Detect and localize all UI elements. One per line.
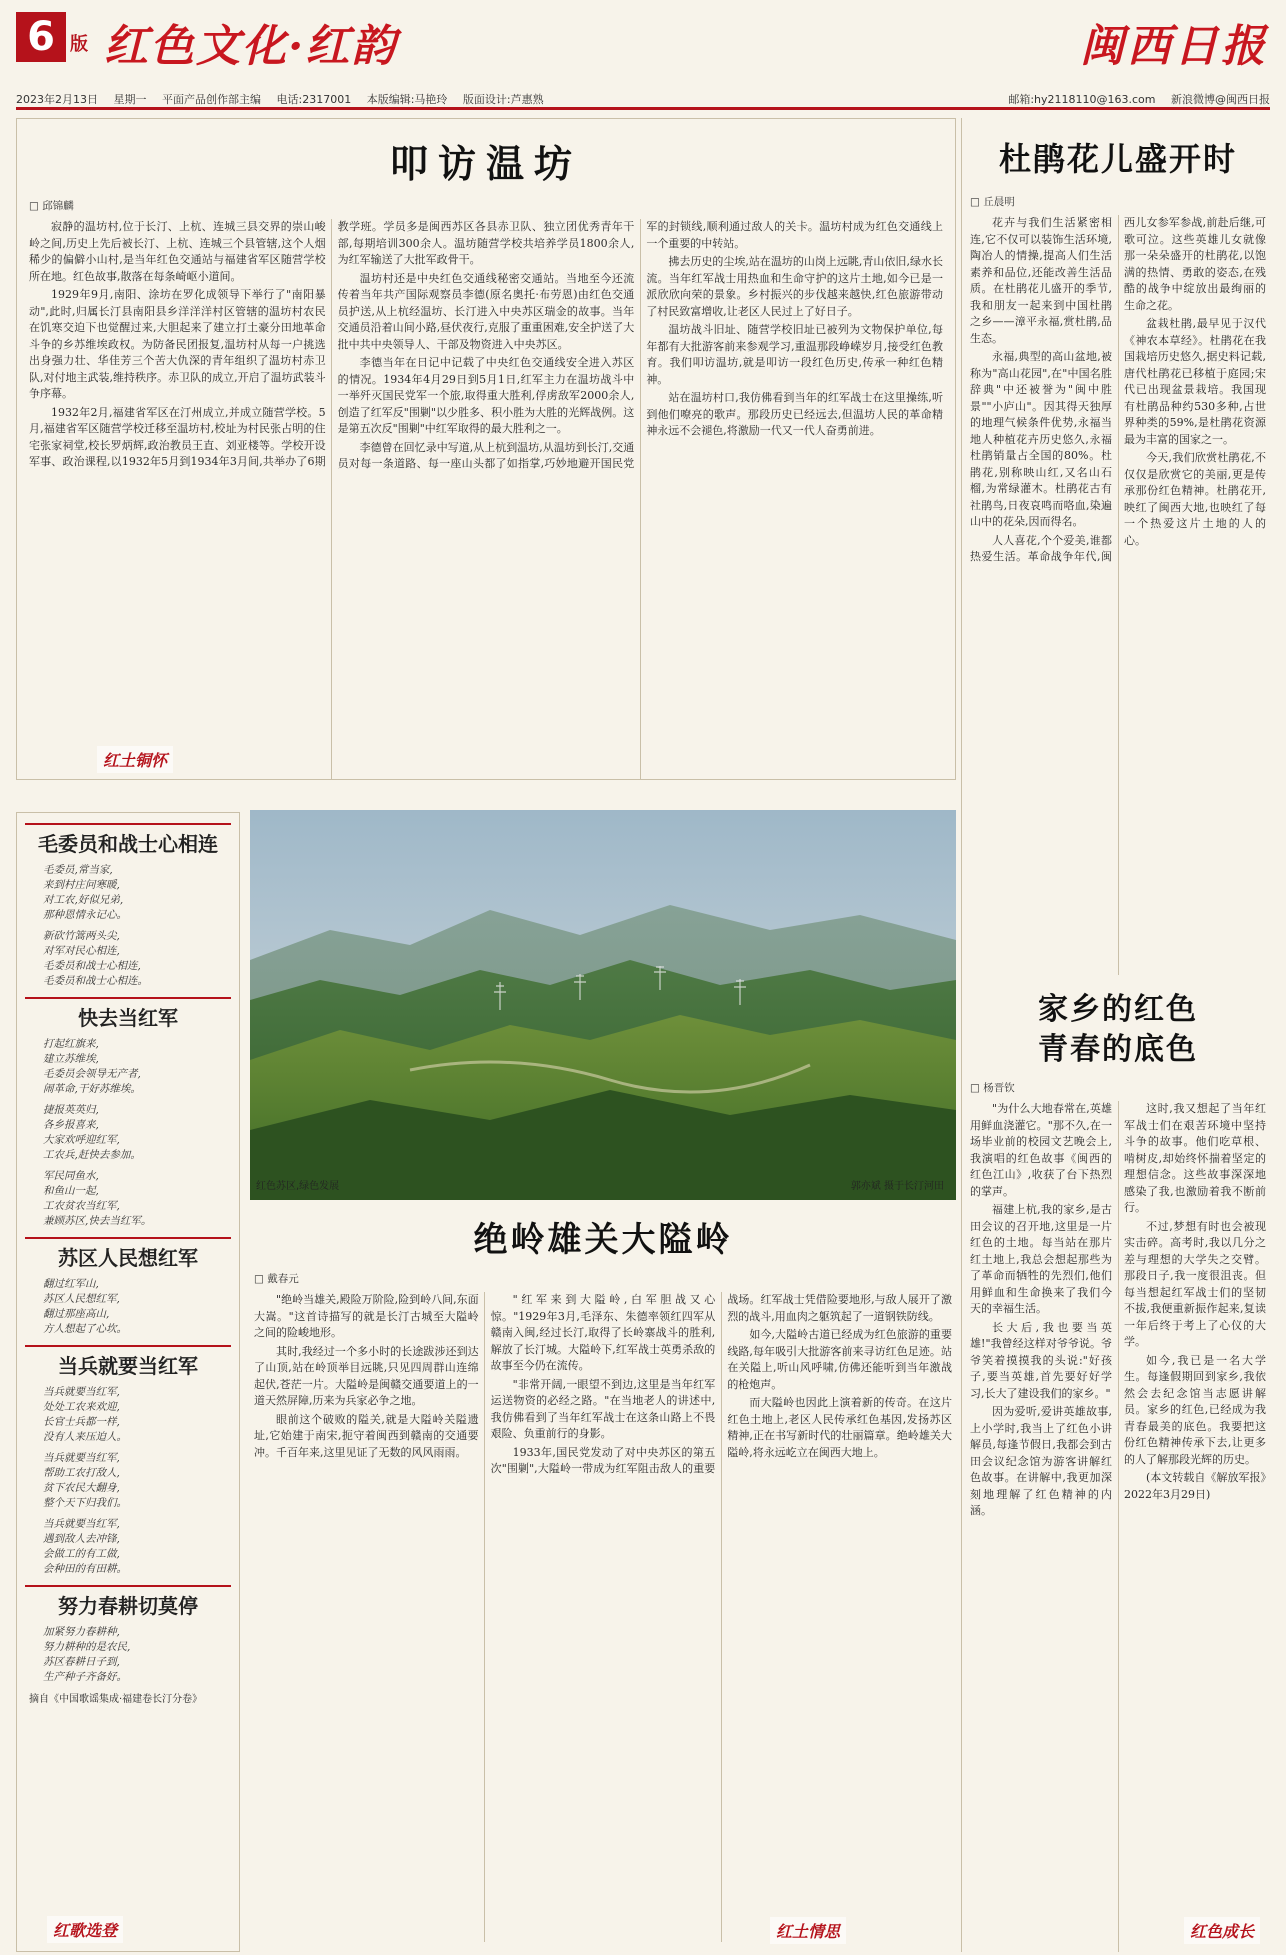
poem-stanza <box>25 1385 231 1445</box>
paragraph: 盆栽杜鹃,最早见于汉代《神农本草经》。杜鹃花在我国栽培历史悠久,据史料记载,唐代杜鹃花已移植于庭园;宋代已出现盆景栽培。我国现有杜鹃品种约530多种,占世界种类的59%,是杜鹃花资源最为丰富的国家之一。 <box>1124 317 1266 446</box>
weibo-link[interactable]: 新浪微博@闽西日报 <box>1171 93 1270 106</box>
paragraph: 李德曾在回忆录中写道,从上杭到温坊,从温坊到长汀,交通员对每一条道路、每一座山头都了如指掌,巧妙地避开国民党军的封锁线,顺利通过敌人的关卡。温坊村成为红色交通线上一个重要的中转站。 <box>337 220 943 470</box>
headline-line: 家乡的红色 <box>1038 992 1198 1027</box>
poem-stanza <box>25 1103 231 1163</box>
article-dujuan-body <box>970 215 1266 975</box>
poem-line: 长官士兵都一样, <box>43 1416 120 1428</box>
poem-line: 那种恩情永记心。 <box>43 909 127 921</box>
poem-line: 毛委员和战士心相连, <box>43 960 141 972</box>
column-tag-hongtu-minghuai: 红土铜怀 <box>97 746 173 773</box>
paragraph: 今天,我们欣赏杜鹃花,不仅仅是欣赏它的美丽,更是传承那份红色精神。杜鹃花开,映红了闽西大地,也映红了每一个热爱这片土地的人的心。 <box>1124 451 1266 547</box>
paragraph: 寂静的温坊村,位于长汀、上杭、连城三县交界的崇山峻岭之间,历史上先后被长汀、上杭、连城三个县管辖,这个人烟稀少的偏僻小山村,是当年红色交通站与福建省军区随营学校所在地。红色故事,散落在每条崎岖小道间。 <box>29 220 326 283</box>
photo-caption: 红色苏区,绿色发展 <box>256 1181 340 1192</box>
poem-stanza <box>25 1625 231 1685</box>
column-tag-hongse-chengzhang: 红色成长 <box>1184 1917 1260 1944</box>
info-bar <box>16 88 1270 110</box>
poem-line: 贫下农民大翻身, <box>43 1482 120 1494</box>
article-koufang-headline: 叩访温坊 <box>389 141 582 186</box>
article-koufang <box>16 118 956 780</box>
landscape-photo <box>250 810 956 1200</box>
paragraph: 1929年9月,南阳、涂坊在罗化成领导下举行了"南阳暴动",此时,归属长汀县南阳县乡洋洋洋村区管辖的温坊村农民在饥寒交迫下也觉醒过来,大胆起来了建立打土豪分田地革命斗争的乡苏维埃政权。为防备民团报复,温坊村从每一户挑选出身强力壮、华佳芳三个苦大仇深的青年组织了温坊村赤卫队,对付地主武装,维持秩序。赤卫队的成立,开启了温坊武装斗争序幕。 <box>29 288 326 400</box>
article-dujuan-headline: 杜鹃花儿盛开时 <box>998 140 1237 178</box>
article-dujuan <box>966 118 1270 978</box>
poem-stanza <box>25 863 231 923</box>
designer-label: 版面设计:芦惠熟 <box>462 93 544 106</box>
paragraph: 温坊村还是中央红色交通线秘密交通站。当地至今还流传着当年共产国际观察员李德(原名奥托·布劳恩)由红色交通员护送,从上杭经温坊、长汀进入中央苏区瑞金的故事。当年交通员沿着山间小路,昼伏夜行,克服了重重困难,安全护送了大批中共中央领导人、干部及物资进入中央苏区。 <box>337 271 635 351</box>
article-jiaxiang-body <box>970 1101 1266 1952</box>
mountain-landscape-image <box>250 810 956 1200</box>
poem-line: 当兵就要当红军, <box>43 1386 120 1398</box>
column-tag-hongtu-qingsi: 红土情思 <box>770 1917 846 1944</box>
poem-stanza <box>25 1169 231 1229</box>
poem-line: 对工农,好似兄弟, <box>43 894 124 906</box>
article-jueling-body <box>254 1292 952 1942</box>
poem-line: 和鱼山一起, <box>43 1185 99 1197</box>
paragraph: 人人喜花,个个爱美,谁都热爱生活。革命战争年代,闽西儿女参军参战,前赴后继,可歌可泣。这些英雄儿女就像那一朵朵盛开的杜鹃花,以饱满的热情、勇敢的姿态,在残酷的战争中绽放出最绚丽的生命之花。 <box>970 216 1266 563</box>
poem-line: 努力耕种的是农民, <box>43 1641 131 1653</box>
page-ban-label: 版 <box>70 34 88 55</box>
paragraph: (本文转载自《解放军报》2022年3月29日) <box>1124 1471 1266 1501</box>
poem-line: 各乡报喜来, <box>43 1119 99 1131</box>
poem-title: 毛委员和战士心相连 <box>25 823 231 857</box>
column-tag-hongge-xuandeng: 红歌选登 <box>47 1916 123 1943</box>
poem-stanza <box>25 1451 231 1511</box>
poem-line: 帮助工农打敌人, <box>43 1467 120 1479</box>
poem-line: 建立苏维埃, <box>43 1053 99 1065</box>
poem-stanza <box>25 1277 231 1337</box>
poem-line: 当兵就要当红军, <box>43 1452 120 1464</box>
paragraph: 如今,我已是一名大学生。每逢假期回到家乡,我依然会去纪念馆当志愿讲解员。家乡的红色,已经成为我青春最美的底色。我要把这份红色精神传承下去,让更多的人了解那段光辉的历史。 <box>1124 1353 1266 1466</box>
article-jiaxiang <box>966 990 1270 1952</box>
poem-line: 军民同鱼水, <box>43 1170 99 1182</box>
poem <box>25 1585 231 1685</box>
department-label: 平面产品创作部主编 <box>162 93 261 106</box>
info-bar-right <box>996 91 1270 107</box>
poem <box>25 1237 231 1337</box>
poem-line: 遇到敌人去冲锋, <box>43 1533 120 1545</box>
article-jiaxiang-byline: □ 杨晋钦 <box>970 1080 1266 1095</box>
info-bar-left <box>16 91 556 107</box>
paragraph: 而大隘岭也因此上演着新的传奇。在这片红色土地上,老区人民传承红色基因,发扬苏区精神,正在书写新时代的壮丽篇章。绝岭雄关大隘岭,将永远屹立在闽西大地上。 <box>727 1396 952 1459</box>
poem-line: 翻过红军山, <box>43 1278 99 1290</box>
poem-line: 新砍竹篙两头尖, <box>43 930 120 942</box>
poem-line: 苏区春耕日子到, <box>43 1656 120 1668</box>
article-jueling <box>250 1208 956 1952</box>
article-jueling-headline: 绝岭雄关大隘岭 <box>473 1220 733 1260</box>
paragraph: 1933年,国民党发动了对中央苏区的第五次"围剿",大隘岭一带成为红军阻击敌人的重要战场。红军战士凭借险要地形,与敌人展开了激烈的战斗,用血肉之躯筑起了一道钢铁防线。 <box>490 1293 952 1475</box>
poem <box>25 823 231 989</box>
poem-title: 当兵就要当红军 <box>25 1345 231 1379</box>
paragraph: 眼前这个破败的隘关,就是大隘岭关隘遗址,它始建于南宋,扼守着闽西到赣南的交通要冲。千百年来,这里见证了无数的风风雨雨。 <box>254 1412 479 1459</box>
section-title: 红色文化·红韵 <box>104 21 398 72</box>
issue-date: 2023年2月13日 <box>16 93 98 106</box>
poem-line: 方人想起了心坎。 <box>43 1323 127 1335</box>
poem-line: 打起红旗来, <box>43 1038 99 1050</box>
poem-line: 处处工农来欢迎, <box>43 1401 120 1413</box>
poem-line: 当兵就要当红军, <box>43 1518 120 1530</box>
poem-line: 苏区人民想红军, <box>43 1293 120 1305</box>
poem-line: 闹革命,干好苏维埃。 <box>43 1083 141 1095</box>
paragraph: 这时,我又想起了当年红军战士们在艰苦环境中坚持斗争的故事。他们吃草根、啃树皮,却始终怀揣着坚定的理想信念。这些故事深深地感染了我,也激励着我不断前行。 <box>1124 1102 1266 1214</box>
paragraph: 站在温坊村口,我仿佛看到当年的红军战士在这里操练,听到他们嘹亮的歌声。那段历史已经远去,但温坊人民的革命精神永远不会褪色,将激励一代又一代人奋勇前进。 <box>646 391 943 437</box>
poem-stanza <box>25 929 231 989</box>
paragraph: 拂去历史的尘埃,站在温坊的山岗上远眺,青山依旧,绿水长流。当年红军战士用热血和生命守护的这片土地,如今已是一派欣欣向荣的景象。乡村振兴的步伐越来越快,红色旅游带动了村民致富增收,让老区人民过上了好日子。 <box>646 255 943 318</box>
phone-label: 电话:2317001 <box>276 93 352 106</box>
paragraph: "绝岭当雄关,殿险万阶险,险到岭八间,东面大嵩。"这首诗描写的就是长汀古城至大隘岭之间的险峻地形。 <box>254 1293 479 1339</box>
masthead <box>0 0 1286 72</box>
poem-title: 努力春耕切莫停 <box>25 1585 231 1619</box>
paragraph: 长大后,我也要当英雄!"我曾经这样对爷爷说。爷爷笑着摸摸我的头说:"好孩子,要当英雄,首先要好好学习,长大了建设我们的家乡。" <box>970 1320 1112 1400</box>
photo-credit: 郭亦斌 摄于长汀河田 <box>850 1181 944 1192</box>
article-dujuan-byline: □ 丘晨明 <box>970 194 1266 209</box>
paragraph: 不过,梦想有时也会被现实击碎。高考时,我以几分之差与理想的大学失之交臂。那段日子,我一度很沮丧。但每当想起红军战士们的坚韧不拔,我便重新振作起来,复读一年后终于考上了心仪的大学。 <box>1124 1219 1266 1348</box>
paragraph: "红军来到大隘岭,白军胆战又心惊。"1929年3月,毛泽东、朱德率领红四军从赣南入闽,经过长汀,取得了长岭寨战斗的胜利,解放了长汀城。大隘岭下,红军战士英勇杀敌的故事至今仍在流传。 <box>490 1293 716 1372</box>
headline-line: 青春的底色 <box>1038 1032 1198 1067</box>
poem-title: 苏区人民想红军 <box>25 1237 231 1271</box>
paragraph: 温坊战斗旧址、随营学校旧址已被列为文物保护单位,每年都有大批游客前来参观学习,重温那段峥嵘岁月,接受红色教育。我们叩访温坊,就是叩访一段红色历史,传承一种红色精神。 <box>646 323 943 386</box>
column-divider <box>961 118 962 1952</box>
poem-line: 会做工的有工做, <box>43 1548 120 1560</box>
poem-stanza <box>25 1037 231 1097</box>
poem-line: 工农贫农当红军, <box>43 1200 120 1212</box>
poem-title: 快去当红军 <box>25 997 231 1031</box>
poem-line: 工农兵,赶快去参加。 <box>43 1149 141 1161</box>
paragraph: 花卉与我们生活紧密相连,它不仅可以装饰生活环境,陶冶人的情操,提高人们生活素养和品位,还能改善生活品质。在杜鹃花儿盛开的季节,我和朋友一起来到中国杜鹃之乡——漳平永福,赏杜鹃,品生态。 <box>970 216 1112 345</box>
poem-line: 毛委员会领导无产者, <box>43 1068 141 1080</box>
poem <box>25 1345 231 1577</box>
paragraph: 其时,我经过一个多小时的长途跋涉还到达了山顶,站在岭顶举目远眺,只见四周群山连绵起伏,苍茫一片。大隘岭是闽赣交通要道上的一道天然屏障,历来为兵家必争之地。 <box>254 1344 479 1407</box>
red-songs-column <box>16 812 240 1952</box>
newspaper-logo: 闽西日报 <box>1080 21 1268 72</box>
poem-line: 毛委员,常当家, <box>43 864 113 876</box>
paragraph: "非常开阔,一眼望不到边,这里是当年红军运送物资的必经之路。"在当地老人的讲述中,我仿佛看到了当年红军战士在这条山路上不畏艰险、负重前行的身影。 <box>490 1377 716 1440</box>
paragraph: 如今,大隘岭古道已经成为红色旅游的重要线路,每年吸引大批游客前来寻访红色足迹。站在关隘上,听山风呼啸,仿佛还能听到当年激战的枪炮声。 <box>727 1328 952 1391</box>
poem-line: 兼顾苏区,快去当红军。 <box>43 1215 152 1227</box>
poem <box>25 997 231 1229</box>
article-koufang-byline: □ 邱锦麟 <box>29 198 943 213</box>
poem-line: 整个天下归我们。 <box>43 1497 127 1509</box>
poem-stanza <box>25 1517 231 1577</box>
poem-line: 来到村庄问寒暖, <box>43 879 120 891</box>
page-number: 6 <box>16 12 66 62</box>
editor-label: 本版编辑:马艳玲 <box>366 93 448 106</box>
poem-source-note: 摘自《中国歌谣集成·福建卷长汀分卷》 <box>29 1694 203 1705</box>
issue-weekday: 星期一 <box>113 93 147 106</box>
poem-line: 捷报英英归, <box>43 1104 99 1116</box>
article-jiaxiang-headline <box>970 990 1266 1070</box>
poem-line: 没有人来压迫人。 <box>43 1431 127 1443</box>
poem-line: 加紧努力春耕种, <box>43 1626 120 1638</box>
poem-line: 翻过那座高山, <box>43 1308 110 1320</box>
paragraph: 福建上杭,我的家乡,是古田会议的召开地,这里是一片红色的土地。每当站在那片红土地上,我总会想起那些为了革命而牺牲的先烈们,他们用鲜血和生命换来了我们今天的幸福生活。 <box>970 1203 1112 1315</box>
poem-line: 大家欢呼迎红军, <box>43 1134 120 1146</box>
article-jueling-byline: □ 戴春元 <box>254 1271 952 1286</box>
poem-line: 生产种子齐备好。 <box>43 1671 127 1683</box>
email-link[interactable]: 邮箱:hy2118110@163.com <box>1008 93 1156 106</box>
poem-line: 会种田的有田耕。 <box>43 1563 127 1575</box>
poem-line: 对军对民心相连, <box>43 945 120 957</box>
paragraph: 1932年2月,福建省军区在汀州成立,并成立随营学校。5月,福建省军区随营学校迁移至温坊村,校址为村民张占明的住宅张家祠堂,校长罗炳辉,政治教员王直、刘亚楼等。学校开设军事、政治课程,以1932年5月到1934年3月间,共举办了6期教学班。学员多是闽西苏区各县赤卫队、独立团优秀青年干部,每期培训300余人。温坊随营学校共培养学员1800余人,为红军输送了大批军政骨干。 <box>29 220 635 468</box>
paragraph: 永福,典型的高山盆地,被称为"高山花园",在"中国名胜辞典"中还被誉为"闽中胜景""小庐山"。因其得天独厚的地理气候条件优势,永福当地人种植花卉历史悠久,永福杜鹃销量占全国的80%。杜鹃花,别称映山红,又名山石榴,为常绿灌木。杜鹃花古有社鹃鸟,日夜哀鸣而咯血,染遍山中的花朵,因而得名。 <box>970 350 1112 528</box>
paragraph: 李德当年在日记中记载了中央红色交通线安全进入苏区的情况。1934年4月29日到5月1日,红军主力在温坊战斗中一举歼灭国民党军一个旅,取得重大胜利,俘虏敌军2000余人,创造了红军反"围剿"以少胜多、积小胜为大胜的光辉战例。这是第五次反"围剿"中红军取得的最大胜利之一。 <box>337 356 635 435</box>
paragraph: "为什么大地春常在,英雄用鲜血浇灌它。"那不久,在一场毕业前的校园文艺晚会上,我演唱的红色故事《闽西的红色江山》,收获了台下热烈的掌声。 <box>970 1102 1112 1198</box>
paragraph: 因为爱听,爱讲英雄故事,上小学时,我当上了红色小讲解员,每逢节假日,我都会到古田会议纪念馆为游客讲解红色故事。在讲解中,我更加深刻地理解了红色精神的内涵。 <box>970 1405 1112 1517</box>
poem-line: 毛委员和战士心相连。 <box>43 975 148 987</box>
article-koufang-body <box>29 219 943 779</box>
